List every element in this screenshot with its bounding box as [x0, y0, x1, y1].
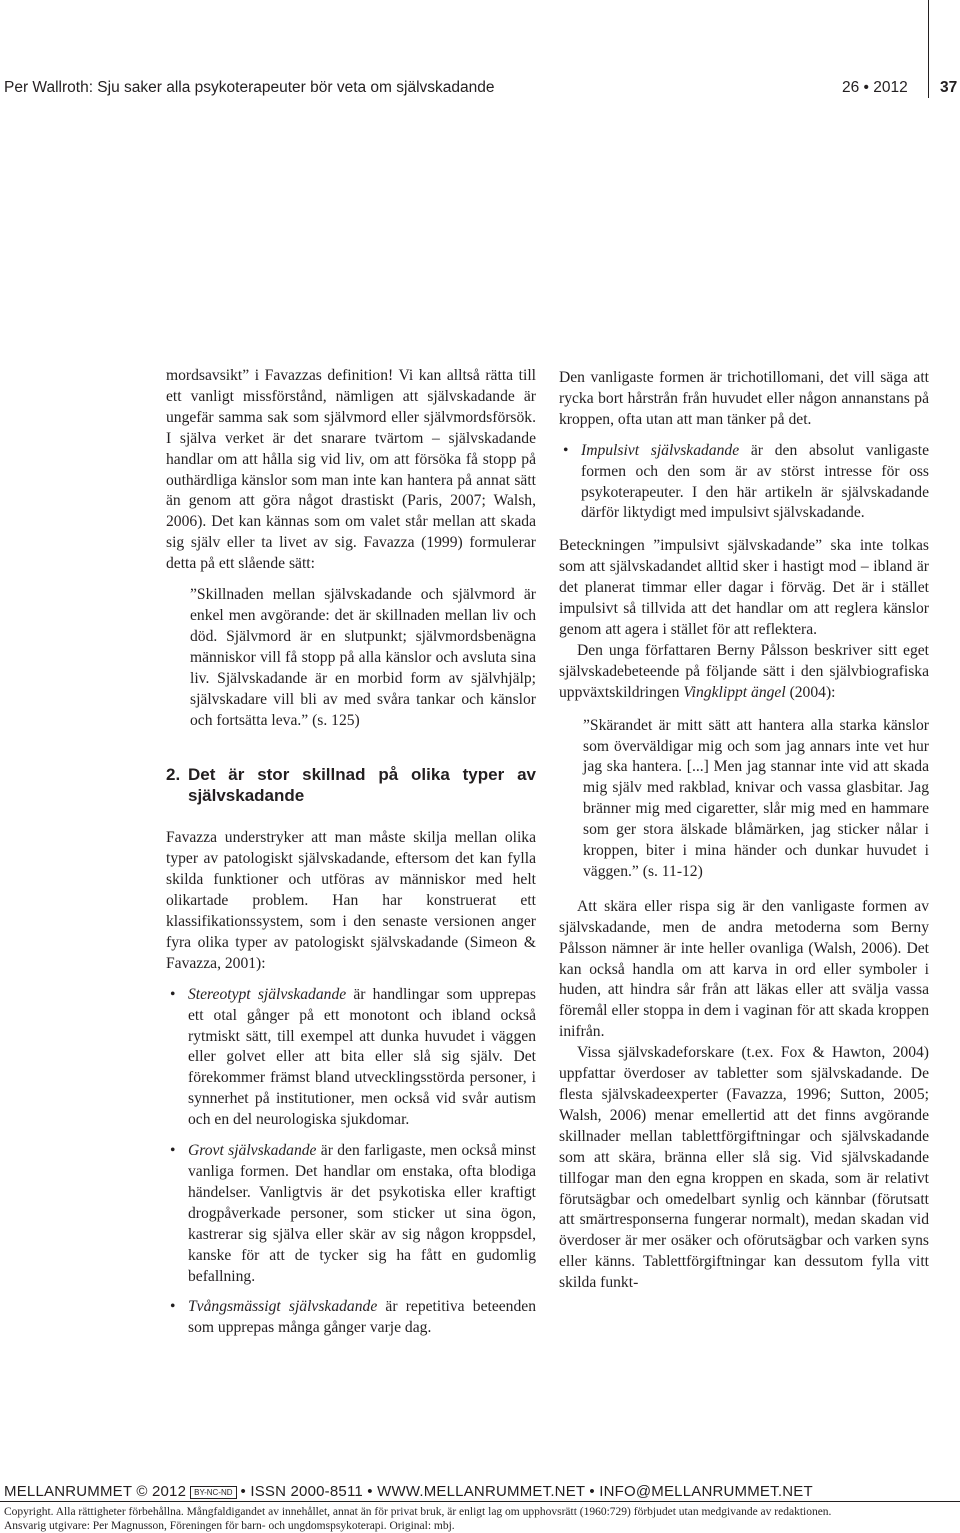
cc-license-icon: BY-NC-ND — [190, 1486, 236, 1499]
section-title: Det är stor skillnad på olika typer av självskadande — [188, 765, 536, 806]
paragraph: Den vanligaste formen är trichotillomani, det vill säga att rycka bort hårstrån från huvudet eller någon annanstans på kroppen, ofta utan att man tänker på det. — [559, 369, 929, 428]
block-quote: ”Skärandet är mitt sätt att hantera alla starka känslor som överväldigar mig och som jag annars inte vet hur jag ska hantera. [...] Men jag stannar inte vid att skada mig själv med rakblad, knivar och vassa glasbitar. Jag bränner mig med cigaretter, slår mig med en hammare som ger stora älskade blåmärken, jag sticker nålar i kroppen, biter i mina händer och dunkar huvudet i väggen.” (s. 11-12) — [583, 716, 929, 880]
list-item — [166, 985, 536, 1131]
footer-brand: MELLANRUMMET © 2012 — [4, 1483, 187, 1500]
paragraph: Att skära eller rispa sig är den vanligaste formen av självskadande, men de andra metoderna som Berny Pålsson nämner är inte heller ovanliga (Walsh, 2006). Det kan också handla om att karva in ord eller symboler i huden, att hindra sår från att läkas eller att svälja vassa föremål eller stoppa in dem i vaginan för att skada kroppen inifrån. — [559, 897, 929, 1041]
bullet-text: är handlingar som upprepas ett otal gånger på ett monotont och ibland också rytmiskt sätt, till exempel att dunka huvudet i väggen eller golvet eller att bita eller slå sig själv. Det förekommer främst bland utvecklingsstörda personer, i synnerhet på institutioner, men också vid svår autism och en del neurologiska sjukdomar. — [188, 985, 536, 1129]
running-header — [4, 79, 960, 101]
bullet-text: är repetitiva beteenden som upprepas många gånger varje dag. — [188, 1298, 536, 1337]
bullet-text: är den absolut vanligaste formen och den som är av störst intresse för oss psykoterapeuter. I den här artikeln är självskadande därför liktydigt med impulsivt självskadande. — [581, 441, 929, 522]
paragraph-text: (2004): — [785, 683, 836, 701]
bullet-term: Stereotypt självskadande — [188, 985, 347, 1003]
bullet-icon: • — [170, 1298, 176, 1316]
page-number: 37 — [940, 79, 958, 96]
footer-bar — [4, 1483, 956, 1500]
bullet-list — [559, 441, 929, 525]
bullet-term: Impulsivt självskadande — [581, 441, 740, 459]
copyright-text: Copyright. Alla rättigheter förbehållna. Mångfaldigandet av innehållet, annat än för privat bruk, är enligt lag om upphovsrätt (1960:729) förbjudet utan medgivande av redaktionen. — [4, 1506, 832, 1518]
paragraph: Favazza understryker att man måste skilja mellan olika typer av patologiskt självskadande, eftersom det kan fylla skilda funktioner och utföras av människor med helt olikartade problem. Han har konstruerat ett klassifikationssystem, som i den senaste versionen anger fyra olika typer av patologiskt självskadande (Simeon & Favazza, 2001): — [166, 829, 536, 972]
paragraph-text: Den unga författaren Berny Pålsson beskriver sitt eget självskadebeteende på följande sätt i den självbiografiska uppväxtskildringen — [559, 641, 929, 701]
left-column — [166, 366, 536, 1349]
bullet-term: Tvångsmässigt självskadande — [188, 1298, 378, 1316]
publisher-text: Ansvarig utgivare: Per Magnusson, Föreningen för barn- och ungdomspsykoterapi. Original: mbj. — [4, 1520, 455, 1532]
section-heading — [166, 764, 536, 806]
section-number: 2. — [166, 765, 181, 785]
bullet-icon: • — [170, 985, 176, 1003]
issue-label: 26 • 2012 — [842, 79, 908, 96]
paragraph: mordsavsikt” i Favazzas definition! Vi kan alltså rätta till ett vanligt missförstånd, nämligen att självskadande är ungefär samma sak som självmord eller självmordsförsök. I själva verket är det snarare tvärtom – självskadande handlar om att hålla sig vid liv, om att försöka få stopp på outhärdliga känslor som man inte kan hantera på annat sätt än genom att göra något drastiskt (Paris, 2007; Walsh, 2006). Det kan kännas som om valet står mellan att skada sig själv eller ta livet av sig. Favazza (1999) formulerar detta på ett slående sätt: — [166, 367, 536, 573]
list-item — [559, 441, 929, 525]
book-title: Vingklippt ängel — [683, 683, 786, 701]
bullet-list — [166, 985, 536, 1340]
paragraph: Vissa självskadeforskare (t.ex. Fox & Hawton, 2004) uppfattar överdoser av tabletter som självskadande. De flesta självskadeexperter (Favazza, 1996; Sutton, 2005; Walsh, 2006) menar emellertid att det finns avgörande skillnader mellan tablettförgiftningar och självskadande som att skära, bränna eller slå sig. Vid självskadande tillfogar man den egna kroppen en skada, som är relativt förutsägbar och omedelbart synlig och kännbar (förutsatt att smärtresponserna fungerar normalt), medan skadan vid överdoser är mer osäker och oförutsägbar och varken syns eller känns. Tablettförgiftningar kan dessutom fylla vitt skilda funkt- — [559, 1044, 929, 1292]
footer-contact: • ISSN 2000-8511 • WWW.MELLANRUMMET.NET • INFO@MELLANRUMMET.NET — [240, 1483, 813, 1500]
list-item — [166, 1297, 536, 1339]
paragraph — [559, 641, 929, 704]
list-item — [166, 1141, 536, 1287]
right-column — [559, 368, 929, 1294]
block-quote: ”Skillnaden mellan självskadande och självmord är enkel men avgörande: det är skillnaden mellan liv och död. Självmord är en slutpunkt; självmordsbenägna människor vill få stopp på alla känslor och avsluta sina liv. Självskadande är en morbid form av självhjälp; självskadare vill bli av med svåra tankar och känslor och fortsätta leva.” (s. 125) — [190, 586, 536, 729]
bullet-term: Grovt självskadande — [188, 1142, 317, 1160]
bullet-icon: • — [170, 1142, 176, 1160]
bullet-text: är den farligaste, men också minst vanliga formen. Det handlar om enstaka, ofta blodiga händelser. Vanligtvis är det psykotiska eller kraftigt drogpåverkade personer, som sticker ut sina ögon, kastrerar sig själva eller skär av sig någon kroppsdel, kanske för att de tycker sig ha fått en gudomlig befallning. — [188, 1142, 536, 1285]
paragraph: Beteckningen ”impulsivt självskadande” ska inte tolkas som att självskadandet alltid sker i hastigt mod – ibland är det planerat timmar eller dagar i förväg. Det är i stället impulsivt så tillvida att det handlar om att reglera känslor genom att agera i stället för att reflektera. — [559, 537, 929, 638]
running-title: Per Wallroth: Sju saker alla psykoterapeuter bör veta om självskadande — [4, 79, 495, 96]
bullet-icon: • — [563, 441, 569, 459]
header-divider — [928, 0, 929, 98]
footer-divider — [0, 1501, 960, 1502]
